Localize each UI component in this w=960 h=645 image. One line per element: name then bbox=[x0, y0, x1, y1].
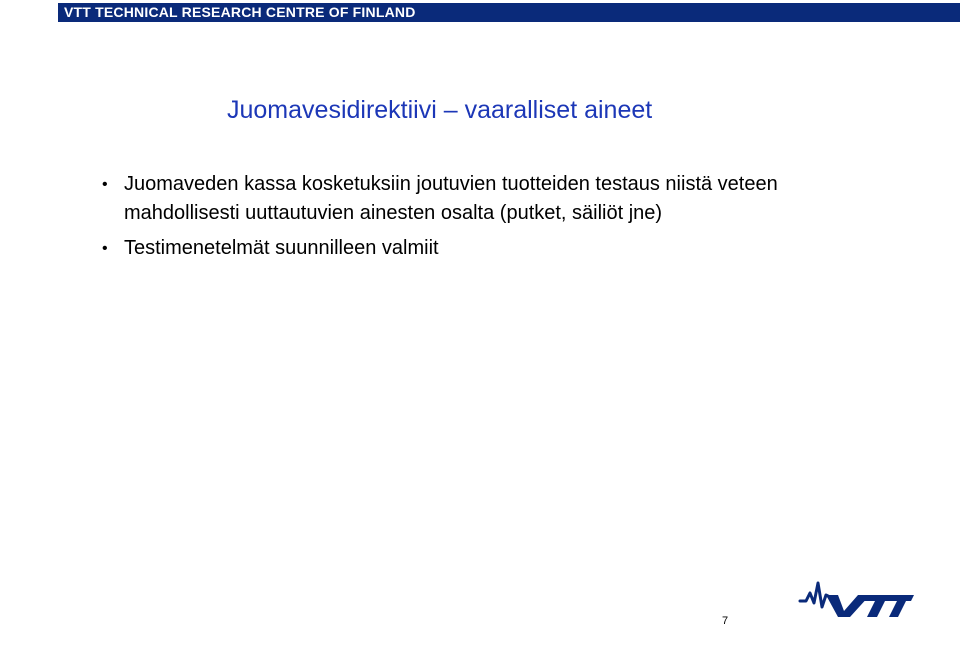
bullet-icon: • bbox=[102, 240, 108, 257]
logo-wave-mark bbox=[800, 583, 830, 607]
header-banner bbox=[58, 3, 960, 22]
header-banner-text: VTT TECHNICAL RESEARCH CENTRE OF FINLAND bbox=[64, 4, 416, 20]
vtt-logo-icon bbox=[796, 573, 916, 621]
slide-title: Juomavesidirektiivi – vaaralliset aineet bbox=[227, 96, 653, 124]
bullet-item bbox=[100, 234, 860, 263]
bullet-text: Juomaveden kassa kosketuksiin joutuvien tuotteiden testaus niistä veteen mahdollisesti uuttautuvien ainesten osalta (putket, säiliöt jne) bbox=[124, 173, 778, 224]
logo-letters bbox=[826, 595, 914, 617]
bullet-item bbox=[100, 170, 860, 228]
bullet-list bbox=[100, 170, 860, 269]
bullet-text: Testimenetelmät suunnilleen valmiit bbox=[124, 237, 439, 259]
page-number: 7 bbox=[722, 615, 729, 627]
bullet-icon: • bbox=[102, 176, 108, 193]
